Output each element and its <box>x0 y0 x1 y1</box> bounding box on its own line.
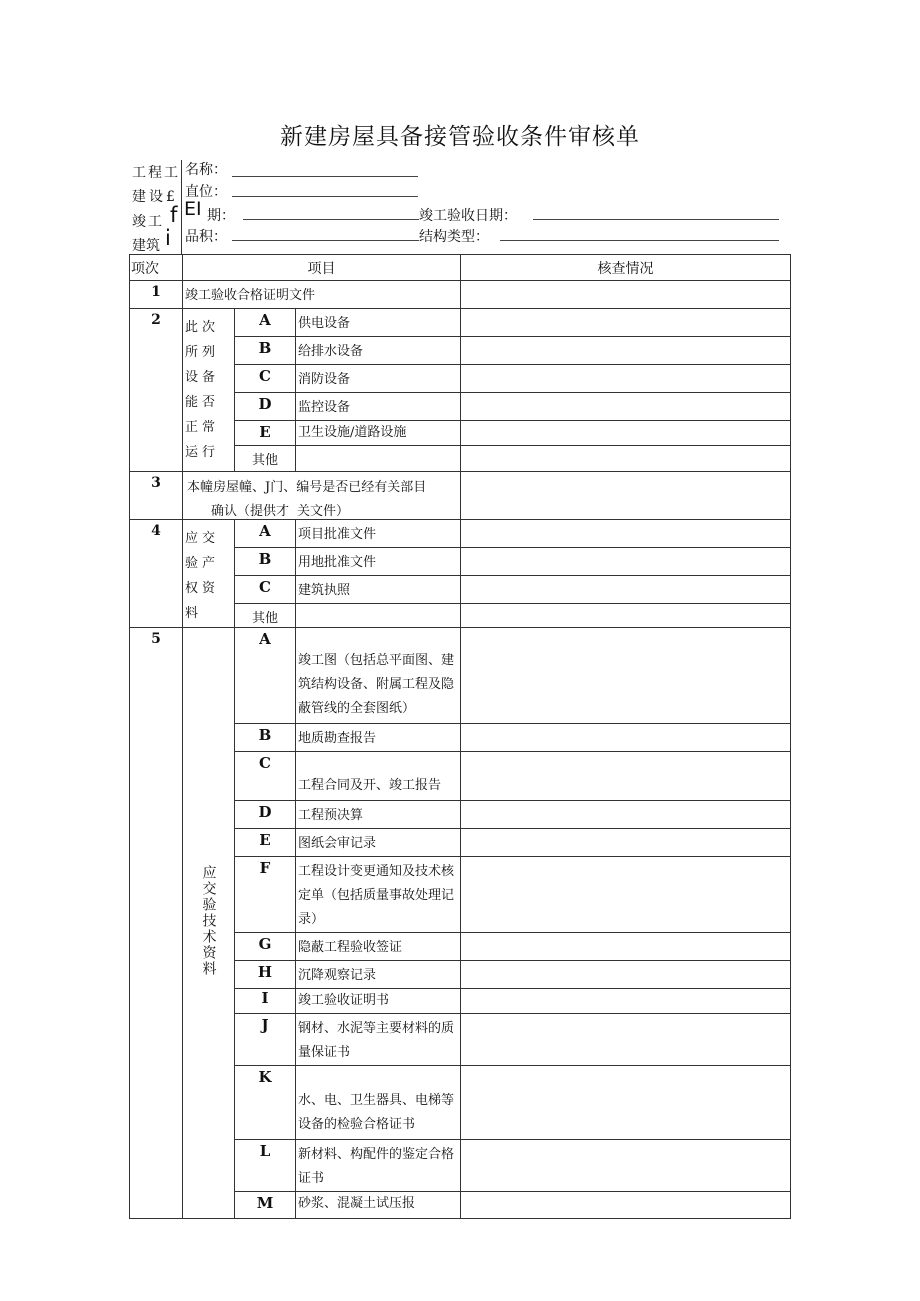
item-number: 2 <box>130 309 183 472</box>
check-cell[interactable] <box>461 446 791 472</box>
check-cell[interactable] <box>461 472 791 520</box>
completion-date-label-b: 期： <box>207 208 235 224</box>
item-text: 用地批准文件 <box>296 548 461 576</box>
item-letter: C <box>235 365 296 393</box>
item-letter: E <box>235 421 296 446</box>
check-cell[interactable] <box>461 365 791 393</box>
item-text: 隐蔽工程验收签证 <box>296 933 461 961</box>
check-cell[interactable] <box>461 393 791 421</box>
item-text: 图纸会审记录 <box>296 829 461 857</box>
item-text-line1: 本幢房屋幢、J门、编号是否已经有关部目 <box>187 480 427 495</box>
item-letter: M <box>235 1192 296 1219</box>
structure-type-label: 结构类型： <box>419 229 489 245</box>
item-letter: J <box>235 1014 296 1066</box>
item-letter: G <box>235 933 296 961</box>
check-cell[interactable] <box>461 1140 791 1192</box>
other-label: 其他 <box>235 604 296 628</box>
acceptance-date-line <box>533 219 779 220</box>
header-left-1: 工程工 <box>132 165 180 181</box>
item-number: 4 <box>130 520 183 628</box>
project-name-label: 名称： <box>185 162 227 178</box>
check-cell[interactable] <box>461 1014 791 1066</box>
item-letter: B <box>235 548 296 576</box>
item-text: 地质勘查报告 <box>296 724 461 752</box>
check-cell[interactable] <box>461 829 791 857</box>
table-row <box>130 628 791 724</box>
item-letter: D <box>235 801 296 829</box>
item-letter: A <box>235 520 296 548</box>
check-cell[interactable] <box>461 801 791 829</box>
check-cell[interactable] <box>461 604 791 628</box>
group-label <box>183 628 235 1219</box>
item-text: 竣工验收证明书 <box>296 989 461 1014</box>
check-cell[interactable] <box>461 309 791 337</box>
check-cell[interactable] <box>461 933 791 961</box>
check-cell[interactable] <box>461 628 791 724</box>
item-text: 砂浆、混凝土试压报 <box>296 1192 461 1219</box>
check-cell[interactable] <box>461 1066 791 1140</box>
check-cell[interactable] <box>461 724 791 752</box>
item-text: 竣工图（包括总平面图、建筑结构设备、附属工程及隐蔽管线的全套图纸） <box>296 628 461 724</box>
col-no-header: 项次 <box>130 255 183 281</box>
building-area-line <box>232 240 419 241</box>
item-letter: F <box>235 857 296 933</box>
group-label-text: 应交验技术资料 <box>200 865 217 977</box>
item-letter: B <box>235 724 296 752</box>
check-cell[interactable] <box>461 520 791 548</box>
item-letter: I <box>235 989 296 1014</box>
item-text: 工程合同及开、竣工报告 <box>296 752 461 801</box>
item-letter: B <box>235 337 296 365</box>
check-cell[interactable] <box>461 857 791 933</box>
table-row <box>130 520 791 548</box>
item-letter: C <box>235 576 296 604</box>
item-letter: C <box>235 752 296 801</box>
header-divider <box>181 160 182 254</box>
check-cell[interactable] <box>461 281 791 309</box>
completion-date-line <box>243 219 419 220</box>
group-label: 应交验产权资料 <box>183 520 235 628</box>
acceptance-date-label: 竣工验收日期： <box>419 208 517 224</box>
check-cell[interactable] <box>461 576 791 604</box>
check-cell[interactable] <box>461 752 791 801</box>
table-row <box>130 309 791 337</box>
item-text <box>183 472 461 520</box>
item-text: 沉降观察记录 <box>296 961 461 989</box>
item-text: 水、电、卫生器具、电梯等设备的检验合格证书 <box>296 1066 461 1140</box>
check-cell[interactable] <box>461 989 791 1014</box>
acceptance-table <box>129 254 791 1219</box>
page-title: 新建房屋具备接管验收条件审核单 <box>280 124 640 150</box>
builder-line <box>232 196 418 197</box>
item-text: 工程设计变更通知及技术核定单（包括质量事故处理记录） <box>296 857 461 933</box>
other-label: 其他 <box>235 446 296 472</box>
table-row <box>130 281 791 309</box>
item-text: 项目批准文件 <box>296 520 461 548</box>
check-cell[interactable] <box>461 1192 791 1219</box>
item-text: 给排水设备 <box>296 337 461 365</box>
item-number: 3 <box>130 472 183 520</box>
group-label: 此次所列设备能否正常运行 <box>183 309 235 472</box>
structure-type-line <box>500 240 779 241</box>
item-number: 1 <box>130 281 183 309</box>
check-cell[interactable] <box>461 548 791 576</box>
item-text: 建筑执照 <box>296 576 461 604</box>
item-letter: A <box>235 628 296 724</box>
item-text: 竣工验收合格证明文件 <box>183 281 461 309</box>
check-cell[interactable] <box>461 961 791 989</box>
item-number: 5 <box>130 628 183 1219</box>
check-cell[interactable] <box>461 421 791 446</box>
header-mark-f: f <box>170 203 178 227</box>
item-text: 供电设备 <box>296 309 461 337</box>
item-text: 卫生设施/道路设施 <box>296 421 461 446</box>
item-letter: A <box>235 309 296 337</box>
building-area-label: 品积： <box>185 229 227 245</box>
item-text <box>296 446 461 472</box>
col-item-header: 项目 <box>183 255 461 281</box>
item-letter: K <box>235 1066 296 1140</box>
item-text <box>296 604 461 628</box>
item-text: 消防设备 <box>296 365 461 393</box>
item-text: 钢材、水泥等主要材料的质量保证书 <box>296 1014 461 1066</box>
project-name-line <box>232 176 418 177</box>
completion-date-label-a: EI <box>184 198 202 220</box>
item-text: 工程预决算 <box>296 801 461 829</box>
header-mark-i: i <box>165 226 171 250</box>
table-row <box>130 472 791 520</box>
table-header-row <box>130 255 791 281</box>
item-letter: D <box>235 393 296 421</box>
col-check-header: 核查情况 <box>461 255 791 281</box>
item-text: 监控设备 <box>296 393 461 421</box>
header-left-2: 建设£ <box>132 189 178 205</box>
builder-label: 直位： <box>185 184 227 200</box>
item-text-line2a: 确认（提供才 <box>211 504 290 519</box>
item-letter: H <box>235 961 296 989</box>
header-left-3: 竣工 <box>132 214 164 230</box>
item-letter: L <box>235 1140 296 1192</box>
check-cell[interactable] <box>461 337 791 365</box>
item-text: 新材料、构配件的鉴定合格证书 <box>296 1140 461 1192</box>
header-left-4: 建筑 <box>132 238 160 254</box>
item-letter: E <box>235 829 296 857</box>
item-text-line2b: 关文件） <box>297 504 350 519</box>
